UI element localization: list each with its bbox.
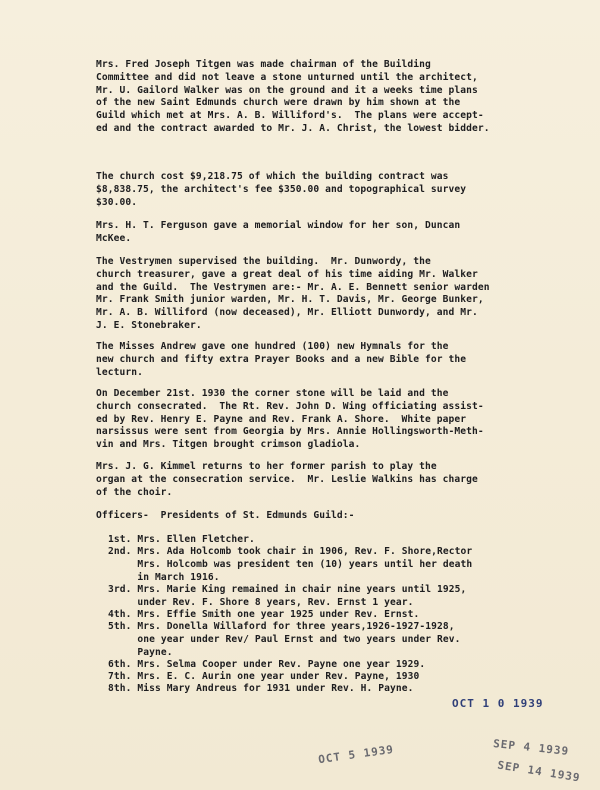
paragraph-vestrymen: The Vestrymen supervised the building. Mr. Dunwordy, the church treasurer, gave a great deal of his time aiding Mr. Walker and the Guild. The Vestrymen are:- Mr. A. E. Bennett senior warden Mr. Frank Smith junior warden, Mr. H. T. Davis, Mr. George Bunker, Mr. A. B. Williford (now deceased), Mr. Elliott Dunwordy, and Mr. J. E. Stonebraker. [96, 256, 490, 331]
date-stamp-oct5: OCT 5 1939 [317, 742, 395, 767]
officer-5: 5th. Mrs. Donella Willaford for three years,1926-1927-1928, one year under Rev/ Paul Ernst and two years under Rev. Payne. [108, 621, 461, 658]
paragraph-hymnals: The Misses Andrew gave one hundred (100) new Hymnals for the new church and fifty extra Prayer Books and a new Bible for the lecturn. [96, 341, 467, 378]
date-stamp-sep14: SEP 14 1939 [496, 758, 582, 785]
officer-2: 2nd. Mrs. Ada Holcomb took chair in 1906, Rev. F. Shore,Rector Mrs. Holcomb was president ten (10) years until her death in March 1916. [108, 546, 473, 583]
officer-4: 4th. Mrs. Effie Smith one year 1925 under Rev. Ernst. [108, 609, 420, 620]
officer-6: 6th. Mrs. Selma Cooper under Rev. Payne one year 1929. [108, 659, 426, 670]
date-stamp-oct10: OCT 1 0 1939 [452, 697, 544, 710]
officer-1: 1st. Mrs. Ellen Fletcher. [108, 534, 255, 545]
date-stamp-sep4: SEP 4 1939 [492, 737, 570, 758]
paragraph-memorial-window: Mrs. H. T. Ferguson gave a memorial window for her son, Duncan McKee. [96, 220, 461, 244]
officer-7: 7th. Mrs. E. C. Aurin one year under Rev. Payne, 1930 [108, 671, 420, 682]
officers-heading: Officers- Presidents of St. Edmunds Guild:- [96, 510, 355, 521]
paragraph-building-committee: Mrs. Fred Joseph Titgen was made chairman of the Building Committee and did not leave a stone unturned until the architect, Mr. U. Gailord Walker was on the ground and it a weeks time plans of the new Saint Edmunds church were drawn by him shown at the Guild which met at Mrs. A. B. Williford's. The plans were accept- ed and the contract awarded to Mr. J. A. Christ, the lowest bidder. [96, 59, 490, 134]
officer-8: 8th. Miss Mary Andreus for 1931 under Rev. H. Payne. [108, 683, 414, 694]
officer-3: 3rd. Mrs. Marie King remained in chair nine years until 1925, under Rev. F. Shore 8 years, Rev. Ernst 1 year. [108, 584, 467, 608]
paragraph-church-cost: The church cost $9,218.75 of which the building contract was $8,838.75, the architect's fee $350.00 and topographical survey $30.00. [96, 171, 467, 208]
paragraph-consecration: On December 21st. 1930 the corner stone will be laid and the church consecrated. The Rt. Rev. John D. Wing officiating assist- ed by Rev. Henry E. Payne and Rev. Frank A. Shore. White paper narsissus were sent from Georgia by Mrs. Annie Hollingsworth-Meth- vin and Mrs. Titgen brought crimson gladiola. [96, 388, 484, 451]
paragraph-organ: Mrs. J. G. Kimmel returns to her former parish to play the organ at the consecration service. Mr. Leslie Walkins has charge of the choir. [96, 461, 478, 498]
